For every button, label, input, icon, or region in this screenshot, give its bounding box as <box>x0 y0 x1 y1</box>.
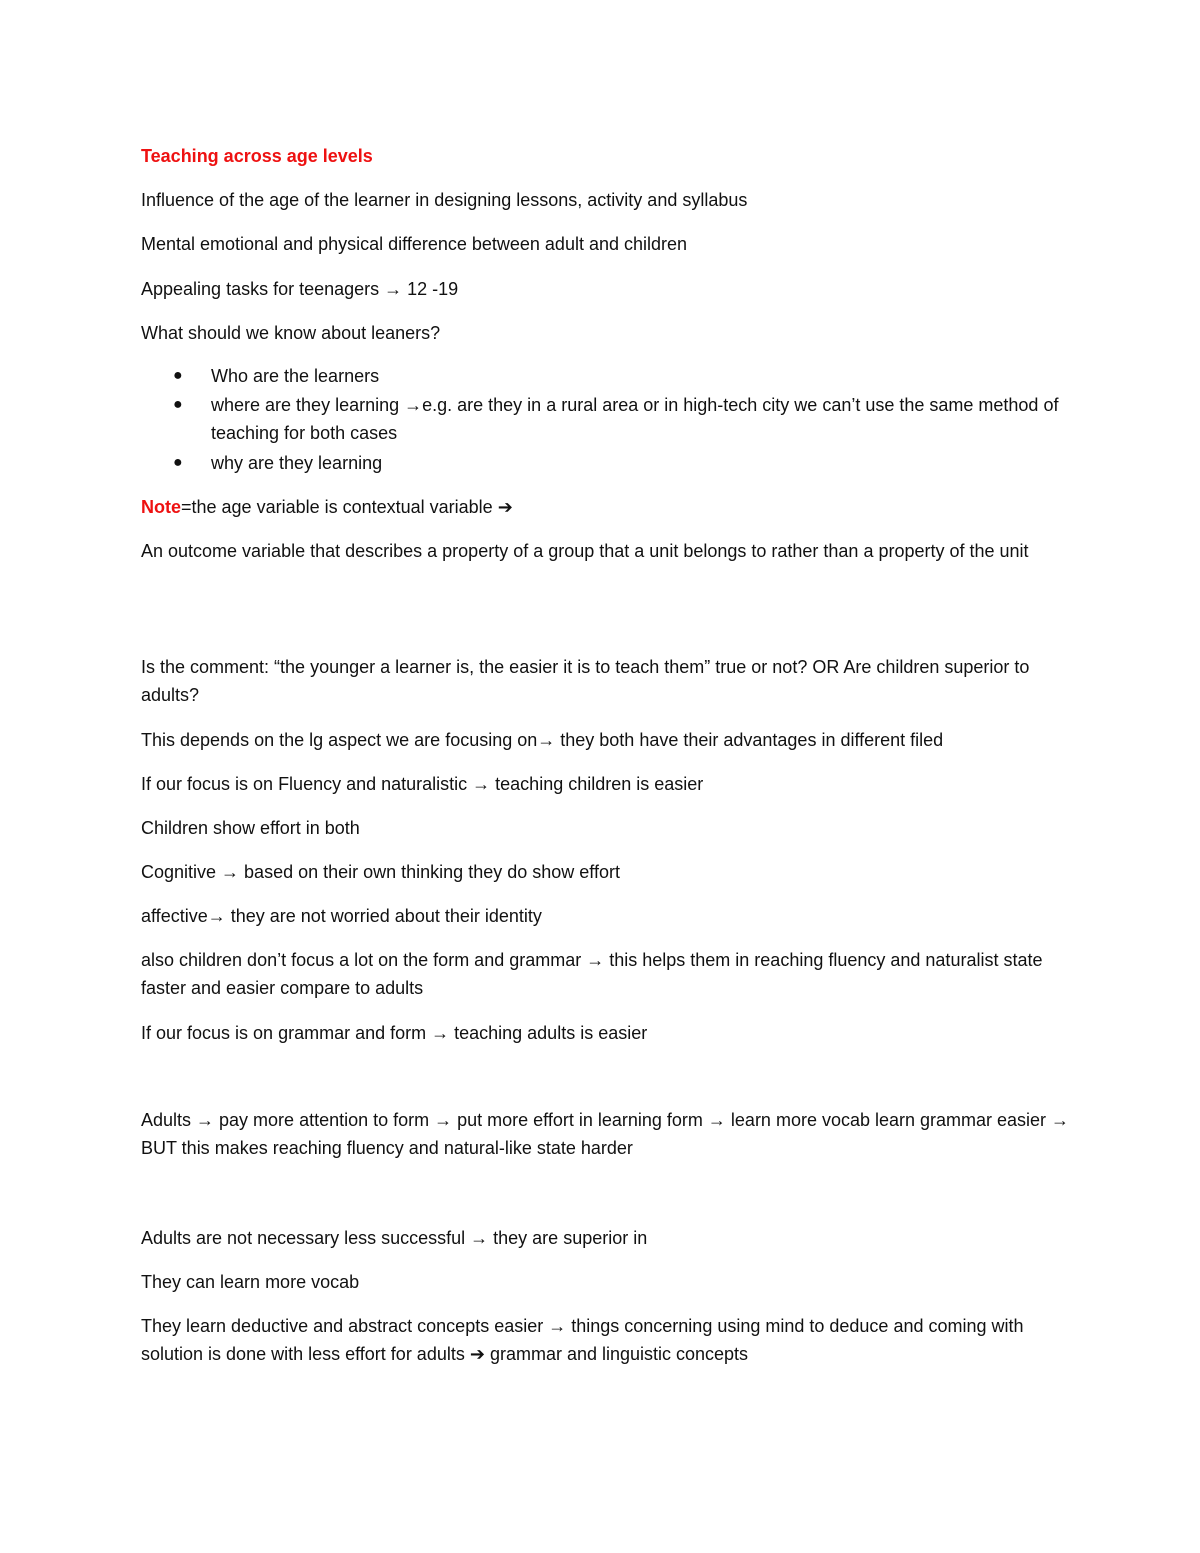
text-line: Mental emotional and physical difference between adult and children <box>141 234 688 254</box>
bullet-icon: ● <box>173 367 183 384</box>
text-line: If our focus is on grammar and form → teaching adults is easier <box>141 1023 648 1043</box>
bullet-item <box>173 391 1071 447</box>
note-text: =the age variable is contextual variable <box>181 497 498 517</box>
bullet-text: where are they learning →e.g. are they in a rural area or in high-tech city we can’t use the same method of teaching for both cases <box>211 395 1059 443</box>
text-line: If our focus is on Fluency and naturalistic → teaching children is easier <box>141 774 704 794</box>
paragraph-text: They learn deductive and abstract concepts easier → things concerning using mind to deduce and coming with solution is done with less effort for adults <box>141 1316 1024 1364</box>
text-paragraph: Adults → pay more attention to form → put more effort in learning form → learn more vocab learn grammar easier → BUT this makes reaching fluency and natural-like state harder <box>141 1110 1070 1158</box>
text-line: Children show effort in both <box>141 818 360 838</box>
arrow-icon: ➔ <box>469 1344 485 1364</box>
arrow-icon: ➔ <box>497 497 513 517</box>
text-line: Appealing tasks for teenagers → 12 -19 <box>141 279 459 299</box>
text-line: This depends on the lg aspect we are focusing on→ they both have their advantages in different filed <box>141 730 944 750</box>
text-line: Influence of the age of the learner in designing lessons, activity and syllabus <box>141 190 748 210</box>
bullet-icon: ● <box>173 454 183 471</box>
question-paragraph: Is the comment: “the younger a learner is, the easier it is to teach them” true or not? OR Are children superior to adults? <box>141 657 1030 705</box>
bullet-item <box>173 362 1071 390</box>
text-line: affective→ they are not worried about their identity <box>141 906 542 926</box>
document-title: Teaching across age levels <box>141 146 373 166</box>
text-line: Adults are not necessary less successful → they are superior in <box>141 1228 648 1248</box>
paragraph-text: grammar and linguistic concepts <box>484 1344 749 1364</box>
text-paragraph <box>141 1312 1071 1368</box>
note-line <box>141 493 1071 521</box>
bullet-icon: ● <box>173 396 183 413</box>
text-line: What should we know about leaners? <box>141 323 441 343</box>
text-line: Cognitive → based on their own thinking they do show effort <box>141 862 620 882</box>
bullet-text: why are they learning <box>211 453 383 473</box>
bullet-item <box>173 449 1071 477</box>
text-line: They can learn more vocab <box>141 1272 360 1292</box>
bullet-text: Who are the learners <box>211 366 380 386</box>
text-paragraph: also children don’t focus a lot on the form and grammar → this helps them in reaching fluency and naturalist state faster and easier compare to adults <box>141 950 1043 998</box>
definition-paragraph: An outcome variable that describes a property of a group that a unit belongs to rather than a property of the unit <box>141 541 1029 561</box>
note-label: Note <box>141 497 181 517</box>
